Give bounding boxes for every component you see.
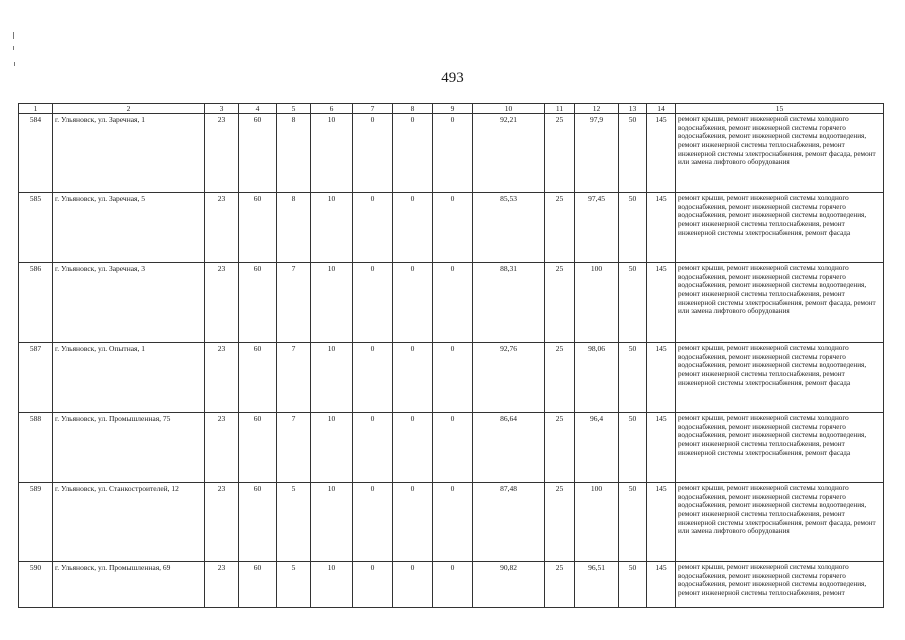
value-cell: 97,45 — [575, 193, 619, 263]
value-cell: 0 — [433, 483, 473, 562]
value-cell: 25 — [545, 263, 575, 343]
value-cell: 60 — [239, 343, 277, 413]
value-cell: 0 — [393, 343, 433, 413]
value-cell: 7 — [277, 413, 311, 483]
table-row — [19, 562, 884, 608]
value-cell: 5 — [277, 562, 311, 608]
value-cell: 86,64 — [473, 413, 545, 483]
value-cell: 10 — [311, 483, 353, 562]
value-cell: 10 — [311, 413, 353, 483]
value-cell: 0 — [393, 413, 433, 483]
column-header: 6 — [311, 104, 353, 114]
value-cell: 0 — [353, 562, 393, 608]
value-cell: 145 — [647, 483, 676, 562]
column-header: 9 — [433, 104, 473, 114]
value-cell: 8 — [277, 114, 311, 193]
column-header: 2 — [53, 104, 205, 114]
address-cell: г. Ульяновск, ул. Станкостроителей, 12 — [53, 483, 205, 562]
value-cell: 0 — [353, 193, 393, 263]
column-header: 15 — [676, 104, 884, 114]
value-cell: 50 — [619, 562, 647, 608]
value-cell: 5 — [277, 483, 311, 562]
value-cell: 88,31 — [473, 263, 545, 343]
value-cell: 100 — [575, 483, 619, 562]
column-header: 3 — [205, 104, 239, 114]
value-cell: 0 — [433, 562, 473, 608]
value-cell: 10 — [311, 343, 353, 413]
works-cell: ремонт крыши, ремонт инженерной системы холодного водоснабжения, ремонт инженерной системы горячего водоснабжения, ремонт инженерной системы водоотведения, ремонт инженерной системы теплоснабжения, ремонт инженерной системы электроснабжения, ремонт фасада, ремонт или замена лифтового оборудования — [676, 483, 884, 562]
column-header: 4 — [239, 104, 277, 114]
works-cell: ремонт крыши, ремонт инженерной системы холодного водоснабжения, ремонт инженерной системы горячего водоснабжения, ремонт инженерной системы водоотведения, ремонт инженерной системы теплоснабжения, ремонт инженерной системы электроснабжения, ремонт фасада — [676, 193, 884, 263]
row-number-cell: 589 — [19, 483, 53, 562]
row-number-cell: 588 — [19, 413, 53, 483]
value-cell: 60 — [239, 483, 277, 562]
value-cell: 0 — [393, 114, 433, 193]
value-cell: 50 — [619, 263, 647, 343]
value-cell: 0 — [353, 114, 393, 193]
table-row — [19, 343, 884, 413]
value-cell: 0 — [433, 114, 473, 193]
table-row — [19, 263, 884, 343]
value-cell: 0 — [433, 343, 473, 413]
repair-table — [18, 103, 884, 608]
value-cell: 90,82 — [473, 562, 545, 608]
page-number: 493 — [441, 70, 464, 86]
column-header: 5 — [277, 104, 311, 114]
value-cell: 0 — [353, 263, 393, 343]
value-cell: 60 — [239, 193, 277, 263]
value-cell: 7 — [277, 263, 311, 343]
value-cell: 96,4 — [575, 413, 619, 483]
value-cell: 0 — [433, 193, 473, 263]
value-cell: 0 — [433, 263, 473, 343]
column-header: 1 — [19, 104, 53, 114]
table-row — [19, 413, 884, 483]
value-cell: 0 — [433, 413, 473, 483]
table-row — [19, 114, 884, 193]
column-header: 10 — [473, 104, 545, 114]
value-cell: 145 — [647, 114, 676, 193]
value-cell: 145 — [647, 263, 676, 343]
value-cell: 50 — [619, 483, 647, 562]
value-cell: 23 — [205, 413, 239, 483]
works-cell: ремонт крыши, ремонт инженерной системы холодного водоснабжения, ремонт инженерной системы горячего водоснабжения, ремонт инженерной системы водоотведения, ремонт инженерной системы теплоснабжения, ремонт инженерной системы электроснабжения, ремонт фасада — [676, 343, 884, 413]
value-cell: 25 — [545, 193, 575, 263]
works-cell: ремонт крыши, ремонт инженерной системы холодного водоснабжения, ремонт инженерной системы горячего водоснабжения, ремонт инженерной системы водоотведения, ремонт инженерной системы теплоснабжения, ремонт инженерной системы электроснабжения, ремонт фасада, ремонт или замена лифтового оборудования — [676, 114, 884, 193]
value-cell: 0 — [393, 562, 433, 608]
value-cell: 7 — [277, 343, 311, 413]
value-cell: 23 — [205, 114, 239, 193]
address-cell: г. Ульяновск, ул. Опытная, 1 — [53, 343, 205, 413]
value-cell: 0 — [353, 413, 393, 483]
value-cell: 0 — [353, 483, 393, 562]
column-header: 11 — [545, 104, 575, 114]
column-header: 13 — [619, 104, 647, 114]
scan-mark — [13, 32, 14, 39]
row-number-cell: 586 — [19, 263, 53, 343]
value-cell: 23 — [205, 263, 239, 343]
value-cell: 145 — [647, 562, 676, 608]
works-cell: ремонт крыши, ремонт инженерной системы холодного водоснабжения, ремонт инженерной системы горячего водоснабжения, ремонт инженерной системы водоотведения, ремонт инженерной системы теплоснабжения, ремонт инженерной системы электроснабжения, ремонт фасада — [676, 413, 884, 483]
header-row — [19, 104, 884, 114]
works-cell: ремонт крыши, ремонт инженерной системы холодного водоснабжения, ремонт инженерной системы горячего водоснабжения, ремонт инженерной системы водоотведения, ремонт инженерной системы теплоснабжения, ремонт инженерной системы электроснабжения, ремонт фасада, ремонт или замена лифтового оборудования — [676, 263, 884, 343]
value-cell: 145 — [647, 193, 676, 263]
value-cell: 97,9 — [575, 114, 619, 193]
value-cell: 10 — [311, 114, 353, 193]
column-header: 7 — [353, 104, 393, 114]
scan-mark — [13, 46, 14, 50]
value-cell: 100 — [575, 263, 619, 343]
row-number-cell: 585 — [19, 193, 53, 263]
value-cell: 10 — [311, 263, 353, 343]
value-cell: 0 — [393, 193, 433, 263]
value-cell: 145 — [647, 343, 676, 413]
column-header: 12 — [575, 104, 619, 114]
value-cell: 50 — [619, 343, 647, 413]
value-cell: 25 — [545, 413, 575, 483]
value-cell: 10 — [311, 193, 353, 263]
value-cell: 92,21 — [473, 114, 545, 193]
value-cell: 25 — [545, 114, 575, 193]
value-cell: 87,48 — [473, 483, 545, 562]
value-cell: 10 — [311, 562, 353, 608]
value-cell: 23 — [205, 193, 239, 263]
value-cell: 25 — [545, 343, 575, 413]
value-cell: 0 — [393, 483, 433, 562]
row-number-cell: 590 — [19, 562, 53, 608]
value-cell: 25 — [545, 483, 575, 562]
scan-mark — [14, 62, 15, 66]
address-cell: г. Ульяновск, ул. Промышленная, 69 — [53, 562, 205, 608]
table-body — [19, 104, 884, 608]
address-cell: г. Ульяновск, ул. Заречная, 1 — [53, 114, 205, 193]
value-cell: 50 — [619, 413, 647, 483]
value-cell: 60 — [239, 114, 277, 193]
address-cell: г. Ульяновск, ул. Заречная, 3 — [53, 263, 205, 343]
value-cell: 0 — [353, 343, 393, 413]
value-cell: 60 — [239, 263, 277, 343]
value-cell: 145 — [647, 413, 676, 483]
row-number-cell: 584 — [19, 114, 53, 193]
value-cell: 8 — [277, 193, 311, 263]
value-cell: 23 — [205, 483, 239, 562]
row-number-cell: 587 — [19, 343, 53, 413]
value-cell: 25 — [545, 562, 575, 608]
value-cell: 92,76 — [473, 343, 545, 413]
address-cell: г. Ульяновск, ул. Заречная, 5 — [53, 193, 205, 263]
table-row — [19, 483, 884, 562]
value-cell: 23 — [205, 562, 239, 608]
column-header: 14 — [647, 104, 676, 114]
value-cell: 50 — [619, 193, 647, 263]
value-cell: 98,06 — [575, 343, 619, 413]
value-cell: 23 — [205, 343, 239, 413]
value-cell: 50 — [619, 114, 647, 193]
address-cell: г. Ульяновск, ул. Промышленная, 75 — [53, 413, 205, 483]
table-row — [19, 193, 884, 263]
value-cell: 0 — [393, 263, 433, 343]
works-cell: ремонт крыши, ремонт инженерной системы холодного водоснабжения, ремонт инженерной системы горячего водоснабжения, ремонт инженерной системы водоотведения, ремонт инженерной системы теплоснабжения, ремонт — [676, 562, 884, 608]
value-cell: 60 — [239, 413, 277, 483]
value-cell: 60 — [239, 562, 277, 608]
column-header: 8 — [393, 104, 433, 114]
value-cell: 85,53 — [473, 193, 545, 263]
value-cell: 96,51 — [575, 562, 619, 608]
